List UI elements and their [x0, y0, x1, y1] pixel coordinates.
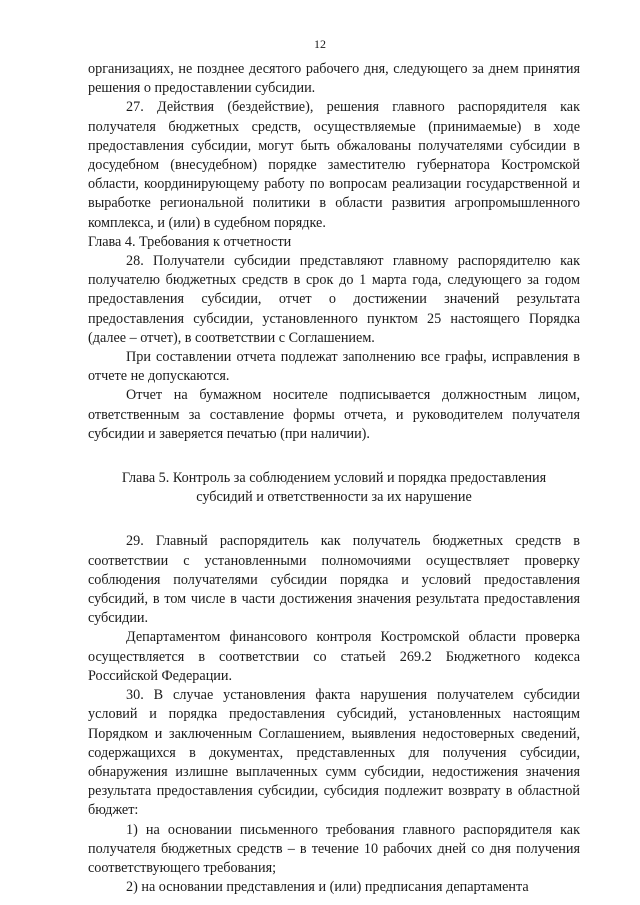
paragraph-28: 28. Получатели субсидии представляют главному распорядителю как получателю бюджетных средств в срок до 1 марта года, следующего за годом предоставления субсидии, отчет о достижении значений результата предоставления субсидии, установленного пунктом 25 настоящего Порядка (далее – отчет), в соответствии с Соглашением. — [88, 253, 580, 346]
chapter-5-heading-line1: Глава 5. Контроль за соблюдением условий и порядка предоставления — [121, 470, 547, 487]
list-item-1: 1) на основании письменного требования главного распорядителя как получателя бюджетных средств – в течение 10 рабочих дней со дня получения соответствующего требования; — [88, 821, 580, 876]
chapter-4-heading: Глава 4. Требования к отчетности — [88, 233, 292, 250]
paragraph-27: 27. Действия (бездействие), решения главного распорядителя как получателя бюджетных средств, осуществляемые (принимаемые) в ходе предоставления субсидии, могут быть обжалованы получателями субсидии в досудебном (внесудебном) порядке заместителю губернатора Костромской области, координирующему работу по вопросам реализации государственной и выработке региональной политики в области развития агропромышленного комплекса, и (или) в судебном порядке. — [88, 99, 580, 231]
list-item-2: 2) на основании представления и (или) предписания департамента — [126, 879, 529, 896]
paragraph-financial-control: Департаментом финансового контроля Костромской области проверка осуществляется в соответствии со статьей 269.2 Бюджетного кодекса Российской Федерации. — [88, 629, 580, 684]
paragraph-29: 29. Главный распорядитель как получатель бюджетных средств в соответствии с установленными полномочиями осуществляет проверку соблюдения получателями субсидии порядка и условий предоставления субсидий, в том числе в части достижения значения результата предоставления субсидии. — [88, 533, 580, 627]
chapter-5-heading — [88, 469, 580, 507]
paragraph-30: 30. В случае установления факта нарушения получателем субсидии условий и порядка предоставления субсидий, установленных настоящим Порядком и заключенным Соглашением, выявления недостоверных сведений, содержащихся в документах, представленных для получения субсидии, обнаружения излишне выплаченных сумм субсидии, недостижения значения результата предоставления субсидии, субсидия подлежит возврату в областной бюджет: — [88, 687, 580, 819]
paragraph-report-signing: Отчет на бумажном носителе подписывается должностным лицом, ответственным за составление формы отчета, и руководителем получателя субсидии и заверяется печатью (при наличии). — [88, 387, 580, 442]
document-body — [88, 60, 580, 897]
paragraph-continuation: организациях, не позднее десятого рабочего дня, следующего за днем принятия решения о предоставлении субсидии. — [88, 61, 580, 97]
chapter-5-heading-line2: субсидий и ответственности за их нарушение — [196, 489, 472, 506]
paragraph-report-fields: При составлении отчета подлежат заполнению все графы, исправления в отчете не допускаются. — [88, 349, 580, 385]
page-number: 12 — [314, 37, 326, 51]
